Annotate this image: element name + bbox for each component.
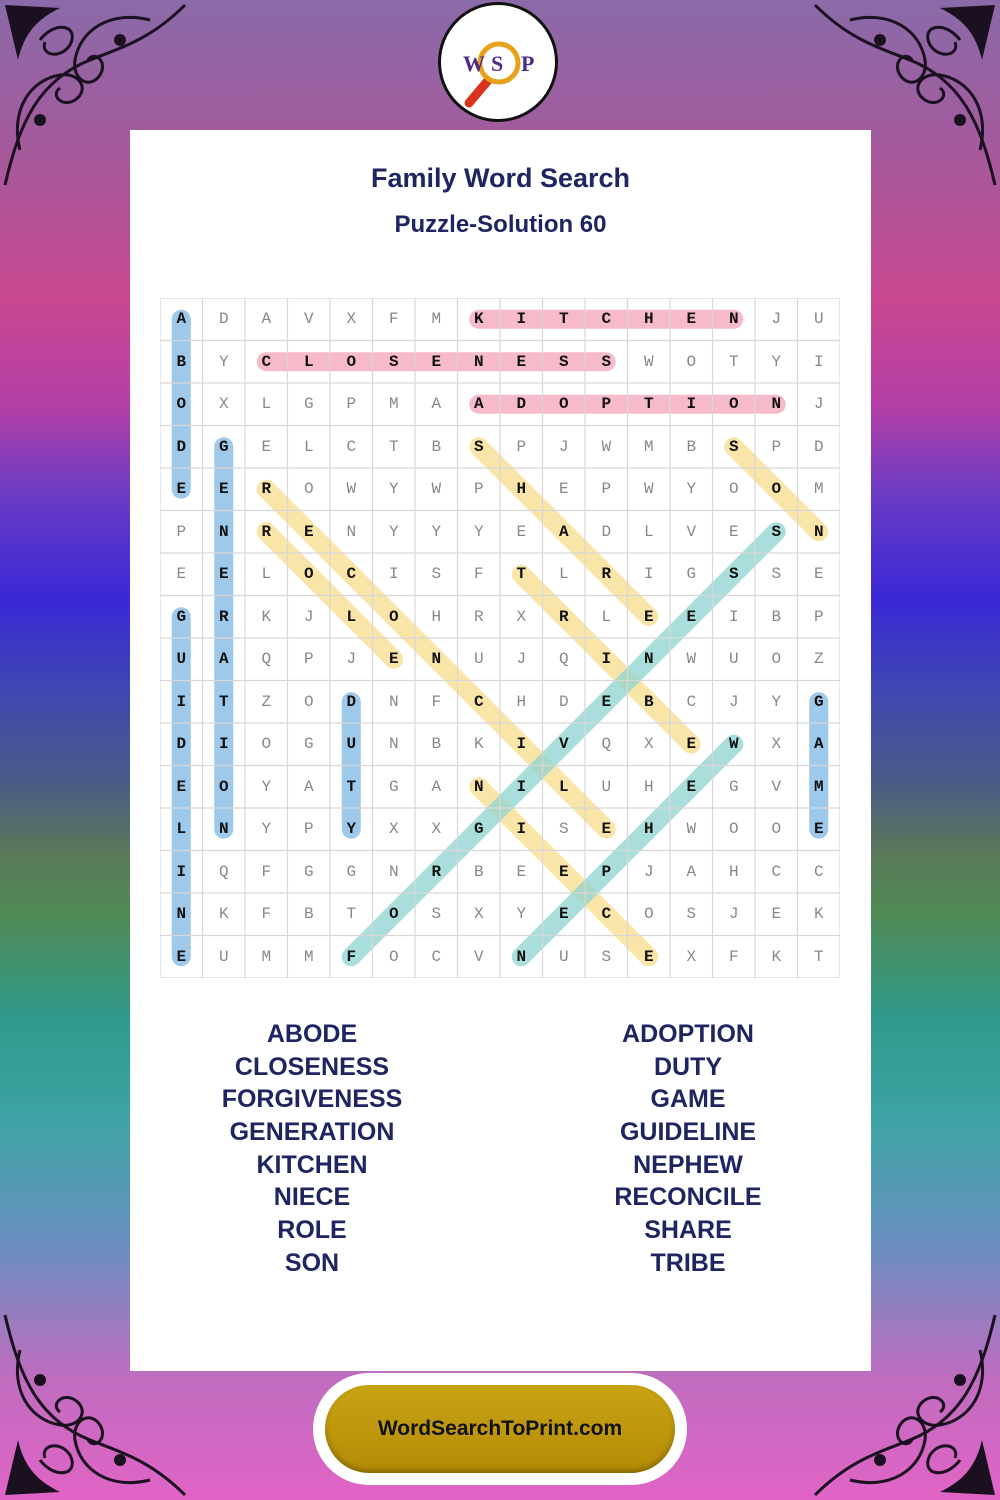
- grid-cell[interactable]: X: [218, 395, 229, 413]
- word-list-left: [147, 1018, 477, 1280]
- grid-cell[interactable]: W: [686, 820, 697, 838]
- grid-cell[interactable]: X: [771, 735, 782, 753]
- grid-cell[interactable]: E: [686, 777, 697, 796]
- grid-cell[interactable]: M: [261, 947, 272, 966]
- grid-cell[interactable]: B: [431, 735, 442, 753]
- grid-cell[interactable]: I: [643, 565, 654, 583]
- grid-cell[interactable]: B: [303, 905, 314, 923]
- grid-cell[interactable]: A: [218, 650, 229, 668]
- grid-cell[interactable]: E: [218, 480, 229, 498]
- grid-cell[interactable]: M: [813, 777, 824, 796]
- grid-cell[interactable]: C: [771, 862, 782, 881]
- grid-cell[interactable]: W: [431, 480, 442, 498]
- grid-cell[interactable]: N: [473, 352, 484, 371]
- grid-cell[interactable]: Y: [261, 820, 272, 838]
- grid-cell[interactable]: P: [601, 862, 612, 881]
- logo-letter-w: W: [463, 51, 485, 76]
- grid-cell[interactable]: O: [728, 820, 739, 838]
- grid-cell[interactable]: J: [728, 905, 739, 923]
- grid-cell[interactable]: E: [813, 565, 824, 583]
- grid-cell[interactable]: G: [473, 820, 484, 838]
- grid-cell[interactable]: Y: [388, 480, 399, 498]
- grid-cell[interactable]: L: [261, 565, 272, 583]
- grid-cell[interactable]: N: [771, 395, 782, 413]
- grid-cell[interactable]: T: [388, 437, 399, 456]
- grid-cell[interactable]: E: [813, 820, 824, 838]
- grid-cell[interactable]: A: [261, 310, 272, 328]
- page-subtitle: Puzzle-Solution 60: [394, 211, 607, 238]
- grid-cell[interactable]: F: [261, 862, 272, 881]
- grid-cell[interactable]: P: [346, 395, 357, 413]
- grid-cell[interactable]: Y: [261, 777, 272, 796]
- word-list-item: NEPHEW: [633, 1150, 743, 1179]
- grid-cell[interactable]: E: [728, 522, 739, 541]
- grid-cell[interactable]: Z: [261, 692, 272, 711]
- grid-cell[interactable]: E: [431, 352, 442, 371]
- grid-cell[interactable]: H: [643, 777, 654, 796]
- grid-cell[interactable]: T: [813, 947, 824, 966]
- grid-cell[interactable]: S: [728, 437, 739, 456]
- grid-cell[interactable]: E: [558, 905, 569, 923]
- grid-cell[interactable]: U: [813, 310, 824, 328]
- grid-cell[interactable]: E: [601, 692, 612, 711]
- grid-cell[interactable]: C: [346, 565, 357, 583]
- grid-cell[interactable]: A: [473, 395, 484, 413]
- grid-cell[interactable]: D: [813, 437, 824, 456]
- grid-cell[interactable]: O: [643, 905, 654, 923]
- grid-cell[interactable]: L: [643, 522, 654, 541]
- logo-letter-s: S: [491, 51, 504, 76]
- grid-cell[interactable]: L: [558, 565, 569, 583]
- word-list-item: SHARE: [644, 1216, 732, 1245]
- grid-cell[interactable]: H: [728, 862, 739, 881]
- grid-cell[interactable]: X: [516, 607, 527, 626]
- grid-cell[interactable]: L: [261, 395, 272, 413]
- grid-cell[interactable]: Q: [218, 862, 229, 881]
- grid-cell[interactable]: O: [346, 352, 357, 371]
- grid-cell[interactable]: O: [388, 607, 399, 626]
- grid-cell[interactable]: V: [771, 777, 782, 796]
- grid-cell[interactable]: T: [728, 352, 739, 371]
- grid-cell[interactable]: N: [388, 862, 399, 881]
- grid-cell[interactable]: G: [303, 862, 314, 881]
- grid-cell[interactable]: J: [303, 607, 314, 626]
- grid-cell[interactable]: S: [388, 352, 399, 371]
- grid-cell[interactable]: D: [346, 692, 357, 711]
- grid-cell[interactable]: I: [686, 395, 697, 413]
- grid-cell[interactable]: Y: [473, 522, 484, 541]
- grid-cell[interactable]: X: [388, 820, 399, 838]
- grid-cell[interactable]: W: [601, 437, 612, 456]
- grid-cell[interactable]: D: [176, 437, 187, 456]
- grid-cell[interactable]: J: [643, 862, 654, 881]
- grid-cell[interactable]: Y: [431, 522, 442, 541]
- grid-cell[interactable]: C: [601, 905, 612, 923]
- grid-cell[interactable]: O: [686, 352, 697, 371]
- footer-badge: [313, 1373, 687, 1485]
- grid-cell[interactable]: R: [601, 565, 612, 583]
- grid-cell[interactable]: I: [176, 692, 187, 711]
- grid-cell[interactable]: J: [813, 395, 824, 413]
- grid-cell[interactable]: T: [558, 310, 569, 328]
- word-list-item: FORGIVENESS: [221, 1085, 403, 1114]
- letter-layer: [160, 298, 840, 978]
- grid-cell[interactable]: E: [558, 862, 569, 881]
- grid-cell[interactable]: F: [261, 905, 272, 923]
- grid-cell[interactable]: V: [303, 310, 314, 328]
- grid-cell[interactable]: D: [516, 395, 527, 413]
- grid-cell[interactable]: A: [176, 310, 187, 328]
- grid-cell[interactable]: W: [728, 735, 739, 753]
- grid-cell[interactable]: M: [643, 437, 654, 456]
- grid-cell[interactable]: M: [431, 310, 442, 328]
- grid-cell[interactable]: O: [388, 905, 399, 923]
- grid-cell[interactable]: N: [813, 522, 824, 541]
- grid-cell[interactable]: A: [431, 395, 442, 413]
- grid-cell[interactable]: A: [431, 777, 442, 796]
- grid-cell[interactable]: A: [558, 522, 569, 541]
- grid-cell[interactable]: B: [431, 437, 442, 456]
- grid-cell[interactable]: S: [431, 905, 442, 923]
- grid-cell[interactable]: P: [601, 480, 612, 498]
- grid-cell[interactable]: S: [771, 565, 782, 583]
- grid-cell[interactable]: N: [218, 820, 229, 838]
- word-list-item: NIECE: [273, 1183, 351, 1212]
- grid-cell[interactable]: D: [176, 735, 187, 753]
- grid-cell[interactable]: O: [261, 735, 272, 753]
- grid-cell[interactable]: T: [218, 692, 229, 711]
- grid-cell[interactable]: O: [303, 692, 314, 711]
- grid-cell[interactable]: N: [218, 522, 229, 541]
- grid-cell[interactable]: E: [686, 310, 697, 328]
- word-list-item: KITCHEN: [256, 1150, 368, 1179]
- grid-cell[interactable]: E: [643, 947, 654, 966]
- grid-cell[interactable]: S: [558, 352, 569, 371]
- grid-cell[interactable]: Q: [558, 650, 569, 668]
- grid-cell[interactable]: C: [473, 692, 484, 711]
- page-title: Family Word Search: [370, 163, 631, 193]
- grid-cell[interactable]: U: [346, 735, 357, 753]
- grid-cell[interactable]: K: [261, 607, 272, 626]
- grid-cell[interactable]: P: [813, 607, 824, 626]
- grid-cell[interactable]: O: [303, 480, 314, 498]
- grid-cell[interactable]: E: [558, 480, 569, 498]
- grid-cell[interactable]: W: [643, 352, 654, 371]
- grid-cell[interactable]: S: [686, 905, 697, 923]
- grid-cell[interactable]: E: [176, 777, 187, 796]
- grid-cell[interactable]: O: [218, 777, 229, 796]
- word-list-item: DUTY: [653, 1052, 723, 1081]
- grid-cell[interactable]: O: [728, 395, 739, 413]
- grid-cell[interactable]: I: [728, 607, 739, 626]
- grid-cell[interactable]: A: [303, 777, 314, 796]
- grid-cell[interactable]: Y: [771, 352, 782, 371]
- grid-cell[interactable]: J: [728, 692, 739, 711]
- grid-cell[interactable]: H: [643, 820, 654, 838]
- grid-cell[interactable]: O: [558, 395, 569, 413]
- grid-cell[interactable]: E: [261, 437, 272, 456]
- grid-cell[interactable]: J: [771, 310, 782, 328]
- grid-cell[interactable]: M: [303, 947, 314, 966]
- grid-cell[interactable]: U: [176, 650, 187, 668]
- grid-cell[interactable]: N: [431, 650, 442, 668]
- grid-cell[interactable]: M: [813, 480, 824, 498]
- word-list-item: GUIDELINE: [619, 1118, 757, 1147]
- grid-cell[interactable]: E: [516, 352, 527, 371]
- word-search-grid: [160, 298, 840, 978]
- grid-cell[interactable]: N: [643, 650, 654, 668]
- grid-cell[interactable]: O: [771, 480, 782, 498]
- grid-cell[interactable]: U: [728, 650, 739, 668]
- grid-cell[interactable]: N: [176, 905, 187, 923]
- grid-cell[interactable]: E: [388, 650, 399, 668]
- word-list-right: [523, 1018, 853, 1280]
- grid-cell[interactable]: G: [218, 437, 229, 456]
- grid-cell[interactable]: V: [558, 735, 569, 753]
- grid-cell[interactable]: P: [601, 395, 612, 413]
- grid-cell[interactable]: I: [516, 735, 527, 753]
- grid-cell[interactable]: R: [431, 862, 442, 881]
- grid-cell[interactable]: W: [643, 480, 654, 498]
- grid-cell[interactable]: V: [686, 522, 697, 541]
- grid-cell[interactable]: A: [686, 862, 697, 881]
- grid-cell[interactable]: Y: [346, 820, 357, 838]
- grid-cell[interactable]: Q: [601, 735, 612, 753]
- grid-cell[interactable]: P: [771, 437, 782, 456]
- grid-cell[interactable]: Y: [771, 692, 782, 711]
- grid-cell[interactable]: W: [346, 480, 357, 498]
- grid-cell[interactable]: S: [473, 437, 484, 456]
- grid-cell[interactable]: N: [388, 692, 399, 711]
- grid-cell[interactable]: T: [346, 777, 357, 796]
- grid-cell[interactable]: I: [516, 310, 527, 328]
- grid-cell[interactable]: U: [473, 650, 484, 668]
- grid-cell[interactable]: E: [176, 565, 187, 583]
- grid-cell[interactable]: C: [261, 352, 272, 371]
- word-list-item: GENERATION: [229, 1118, 395, 1147]
- grid-cell[interactable]: M: [388, 395, 399, 413]
- grid-cell[interactable]: K: [813, 905, 824, 923]
- grid-cell[interactable]: Y: [686, 480, 697, 498]
- grid-cell[interactable]: N: [346, 522, 357, 541]
- grid-cell[interactable]: N: [388, 735, 399, 753]
- grid-cell[interactable]: C: [346, 437, 357, 456]
- logo-letter-p: P: [521, 51, 535, 76]
- grid-cell[interactable]: O: [388, 947, 399, 966]
- grid-cell[interactable]: S: [601, 352, 612, 371]
- grid-cell[interactable]: O: [771, 650, 782, 668]
- grid-cell[interactable]: X: [431, 820, 442, 838]
- grid-cell[interactable]: B: [771, 607, 782, 626]
- grid-cell[interactable]: R: [261, 522, 272, 541]
- grid-cell[interactable]: G: [303, 735, 314, 753]
- grid-cell[interactable]: E: [516, 522, 527, 541]
- grid-cell[interactable]: S: [728, 565, 739, 583]
- grid-cell[interactable]: V: [473, 947, 484, 966]
- grid-cell[interactable]: B: [176, 352, 187, 371]
- grid-cell[interactable]: G: [303, 395, 314, 413]
- grid-cell[interactable]: T: [643, 395, 654, 413]
- grid-cell[interactable]: E: [686, 735, 697, 753]
- grid-cell[interactable]: I: [388, 565, 399, 583]
- grid-cell[interactable]: J: [558, 437, 569, 456]
- grid-cell[interactable]: I: [601, 650, 612, 668]
- grid-cell[interactable]: G: [686, 565, 697, 583]
- grid-cell[interactable]: C: [431, 947, 442, 966]
- grid-cell[interactable]: O: [728, 480, 739, 498]
- grid-cell[interactable]: Z: [813, 650, 824, 668]
- grid-cell[interactable]: P: [303, 820, 314, 838]
- word-list-item: GAME: [650, 1085, 726, 1114]
- grid-cell[interactable]: U: [218, 947, 229, 966]
- word-list-item: CLOSENESS: [234, 1052, 390, 1081]
- grid-cell[interactable]: K: [473, 310, 484, 328]
- grid-cell[interactable]: U: [558, 947, 569, 966]
- grid-cell[interactable]: F: [473, 565, 484, 583]
- grid-cell[interactable]: I: [516, 777, 527, 796]
- grid-cell[interactable]: I: [813, 352, 824, 371]
- grid-cell[interactable]: S: [431, 565, 442, 583]
- grid-cell[interactable]: L: [303, 352, 314, 371]
- grid-cell[interactable]: K: [218, 905, 229, 923]
- grid-cell[interactable]: D: [601, 522, 612, 541]
- grid-cell[interactable]: J: [516, 650, 527, 668]
- grid-cell[interactable]: Y: [516, 905, 527, 923]
- grid-cell[interactable]: E: [303, 522, 314, 541]
- grid-cell[interactable]: E: [516, 862, 527, 881]
- word-list-item: SON: [284, 1248, 340, 1277]
- grid-cell[interactable]: L: [601, 607, 612, 626]
- grid-cell[interactable]: B: [686, 437, 697, 456]
- grid-cell[interactable]: F: [388, 310, 399, 328]
- grid-cell[interactable]: E: [686, 607, 697, 626]
- grid-cell[interactable]: R: [218, 607, 229, 626]
- grid-cell[interactable]: I: [516, 820, 527, 838]
- grid-cell[interactable]: E: [176, 480, 187, 498]
- grid-cell[interactable]: E: [176, 947, 187, 966]
- grid-cell[interactable]: L: [558, 777, 569, 796]
- grid-cell[interactable]: L: [176, 820, 187, 838]
- grid-cell[interactable]: A: [813, 735, 824, 753]
- word-list-item: RECONCILE: [614, 1183, 762, 1212]
- grid-cell[interactable]: Y: [388, 522, 399, 541]
- grid-cell[interactable]: E: [601, 820, 612, 838]
- grid-cell[interactable]: H: [516, 480, 527, 498]
- grid-cell[interactable]: F: [728, 947, 739, 966]
- grid-cell[interactable]: O: [176, 395, 187, 413]
- grid-cell[interactable]: U: [601, 777, 612, 796]
- grid-cell[interactable]: D: [558, 692, 569, 711]
- grid-cell[interactable]: X: [643, 735, 654, 753]
- grid-cell[interactable]: I: [218, 735, 229, 753]
- grid-cell[interactable]: B: [643, 692, 654, 711]
- magnifier-icon: [441, 5, 555, 119]
- grid-cell[interactable]: G: [388, 777, 399, 796]
- grid-cell[interactable]: G: [813, 692, 824, 711]
- grid-cell[interactable]: R: [473, 607, 484, 626]
- grid-cell[interactable]: F: [431, 692, 442, 711]
- grid-cell[interactable]: C: [601, 310, 612, 328]
- grid-cell[interactable]: W: [686, 650, 697, 668]
- grid-cell[interactable]: F: [346, 947, 357, 966]
- grid-cell[interactable]: J: [346, 650, 357, 668]
- grid-cell[interactable]: L: [346, 607, 357, 626]
- grid-cell[interactable]: X: [686, 947, 697, 966]
- grid-cell[interactable]: O: [303, 565, 314, 583]
- grid-cell[interactable]: C: [813, 862, 824, 881]
- puzzle-card: [130, 130, 871, 1371]
- grid-cell[interactable]: E: [218, 565, 229, 583]
- grid-cell[interactable]: Y: [218, 352, 229, 371]
- grid-cell[interactable]: E: [643, 607, 654, 626]
- grid-cell[interactable]: C: [686, 692, 697, 711]
- grid-cell[interactable]: X: [346, 310, 357, 328]
- word-list-item: ADOPTION: [622, 1020, 754, 1048]
- grid-cell[interactable]: O: [771, 820, 782, 838]
- grid-cell[interactable]: N: [728, 310, 739, 328]
- grid-cell[interactable]: I: [176, 862, 187, 881]
- grid-cell[interactable]: H: [431, 607, 442, 626]
- grid-cell[interactable]: H: [643, 310, 654, 328]
- grid-cell[interactable]: G: [176, 607, 187, 626]
- grid-cell[interactable]: K: [771, 947, 782, 966]
- grid-cell[interactable]: P: [303, 650, 314, 668]
- grid-cell[interactable]: G: [728, 777, 739, 796]
- grid-cell[interactable]: Q: [261, 650, 272, 668]
- grid-cell[interactable]: K: [473, 735, 484, 753]
- word-list-item: ROLE: [277, 1216, 347, 1245]
- grid-cell[interactable]: G: [346, 862, 357, 881]
- grid-cell[interactable]: R: [261, 480, 272, 498]
- word-list-item: TRIBE: [650, 1248, 726, 1277]
- grid-cell[interactable]: P: [516, 437, 527, 456]
- grid-cell[interactable]: D: [218, 310, 229, 328]
- grid-cell[interactable]: N: [473, 777, 484, 796]
- grid-cell[interactable]: T: [346, 905, 357, 923]
- grid-cell[interactable]: L: [303, 437, 314, 456]
- grid-cell[interactable]: N: [516, 947, 527, 966]
- word-list-item: ABODE: [266, 1020, 358, 1048]
- grid-cell[interactable]: T: [516, 565, 527, 583]
- grid-cell[interactable]: B: [473, 862, 484, 881]
- grid-cell[interactable]: H: [516, 692, 527, 711]
- wsp-logo[interactable]: [438, 2, 558, 122]
- grid-cell[interactable]: E: [771, 905, 782, 923]
- grid-cell[interactable]: S: [558, 820, 569, 838]
- site-link[interactable]: WordSearchToPrint.com: [325, 1385, 675, 1473]
- grid-cell[interactable]: X: [473, 905, 484, 923]
- grid-cell[interactable]: S: [601, 947, 612, 966]
- grid-cell[interactable]: S: [771, 522, 782, 541]
- grid-cell[interactable]: R: [558, 607, 569, 626]
- grid-cell[interactable]: P: [176, 522, 187, 541]
- grid-cell[interactable]: P: [473, 480, 484, 498]
